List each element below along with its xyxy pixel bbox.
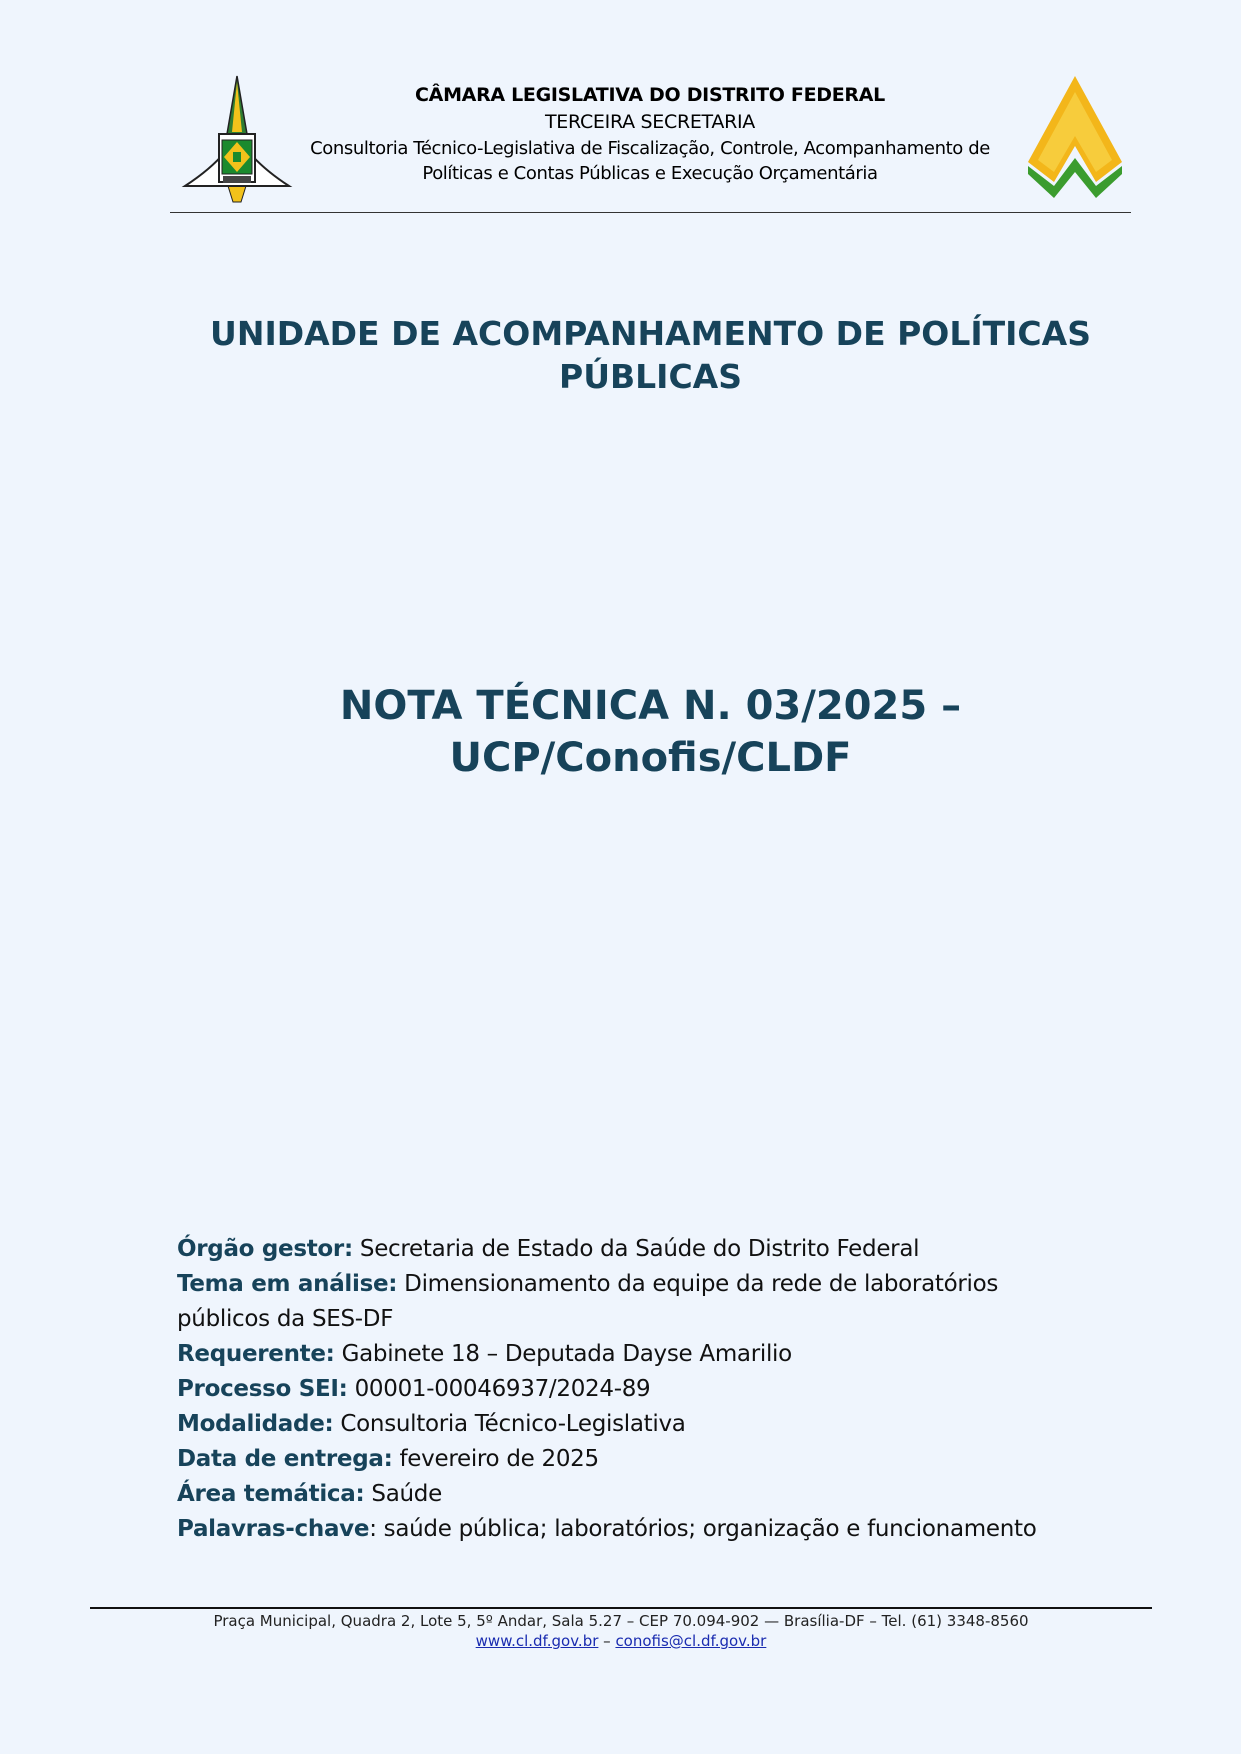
meta-orgao-value: Secretaria de Estado da Saúde do Distrito Federal	[352, 1236, 920, 1262]
document-footer	[90, 1611, 1152, 1651]
footer-divider	[90, 1607, 1152, 1609]
consultancy-line-1: Consultoria Técnico-Legislativa de Fiscalização, Controle, Acompanhamento de	[310, 138, 990, 159]
meta-modalidade-row	[177, 1407, 1057, 1442]
meta-processo-value: 00001-00046937/2024-89	[347, 1376, 651, 1402]
meta-tema-value-cont: públicos da SES-DF	[177, 1306, 394, 1332]
email-link[interactable]: conofis@cl.df.gov.br	[615, 1632, 767, 1650]
meta-palavras-label: Palavras-chave	[177, 1516, 370, 1542]
meta-orgao-label: Órgão gestor:	[177, 1236, 353, 1262]
meta-data-row	[177, 1442, 1057, 1477]
document-header	[0, 0, 1241, 220]
meta-orgao-row	[177, 1232, 1057, 1267]
meta-requerente-label: Requerente:	[177, 1341, 335, 1367]
meta-data-label: Data de entrega:	[177, 1446, 393, 1472]
secretariat-name: TERCEIRA SECRETARIA	[545, 111, 755, 133]
consultancy-line-2: Políticas e Contas Públicas e Execução Orçamentária	[422, 163, 878, 184]
website-link[interactable]: www.cl.df.gov.br	[475, 1632, 599, 1650]
institution-name: CÂMARA LEGISLATIVA DO DISTRITO FEDERAL	[415, 84, 885, 106]
footer-separator: –	[598, 1632, 616, 1650]
note-title-line-1: NOTA TÉCNICA N. 03/2025 –	[339, 683, 962, 729]
meta-modalidade-label: Modalidade:	[177, 1411, 334, 1437]
header-divider	[170, 212, 1131, 213]
note-title	[170, 680, 1131, 784]
meta-palavras-value: : saúde pública; laboratórios; organização e funcionamento	[369, 1516, 1037, 1542]
cldf-chevron-logo-icon	[1026, 74, 1124, 200]
meta-area-value: Saúde	[364, 1481, 442, 1507]
note-title-line-2: UCP/Conofis/CLDF	[449, 735, 852, 781]
meta-tema-value: Dimensionamento da equipe da rede de laboratórios	[397, 1271, 999, 1297]
meta-processo-label: Processo SEI:	[177, 1376, 348, 1402]
meta-tema-continuation	[177, 1302, 1057, 1337]
unit-title-line-2: PÚBLICAS	[559, 357, 742, 396]
meta-palavras-row	[177, 1512, 1057, 1547]
meta-area-label: Área temática:	[177, 1481, 365, 1507]
unit-title-line-1: UNIDADE DE ACOMPANHAMENTO DE POLÍTICAS	[210, 314, 1091, 353]
footer-address: Praça Municipal, Quadra 2, Lote 5, 5º Andar, Sala 5.27 – CEP 70.094-902 — Brasília-DF – Tel. (61) 3348-8560	[213, 1612, 1029, 1630]
meta-data-value: fevereiro de 2025	[392, 1446, 599, 1472]
meta-requerente-value: Gabinete 18 – Deputada Dayse Amarilio	[334, 1341, 792, 1367]
meta-tema-label: Tema em análise:	[177, 1271, 398, 1297]
meta-requerente-row	[177, 1337, 1057, 1372]
unit-title	[170, 312, 1131, 398]
header-text-block	[270, 82, 1030, 186]
meta-processo-row	[177, 1372, 1057, 1407]
meta-tema-row	[177, 1267, 1057, 1302]
document-metadata	[177, 1232, 1057, 1547]
meta-modalidade-value: Consultoria Técnico-Legislativa	[333, 1411, 686, 1437]
meta-area-row	[177, 1477, 1057, 1512]
footer-links	[90, 1631, 1152, 1651]
